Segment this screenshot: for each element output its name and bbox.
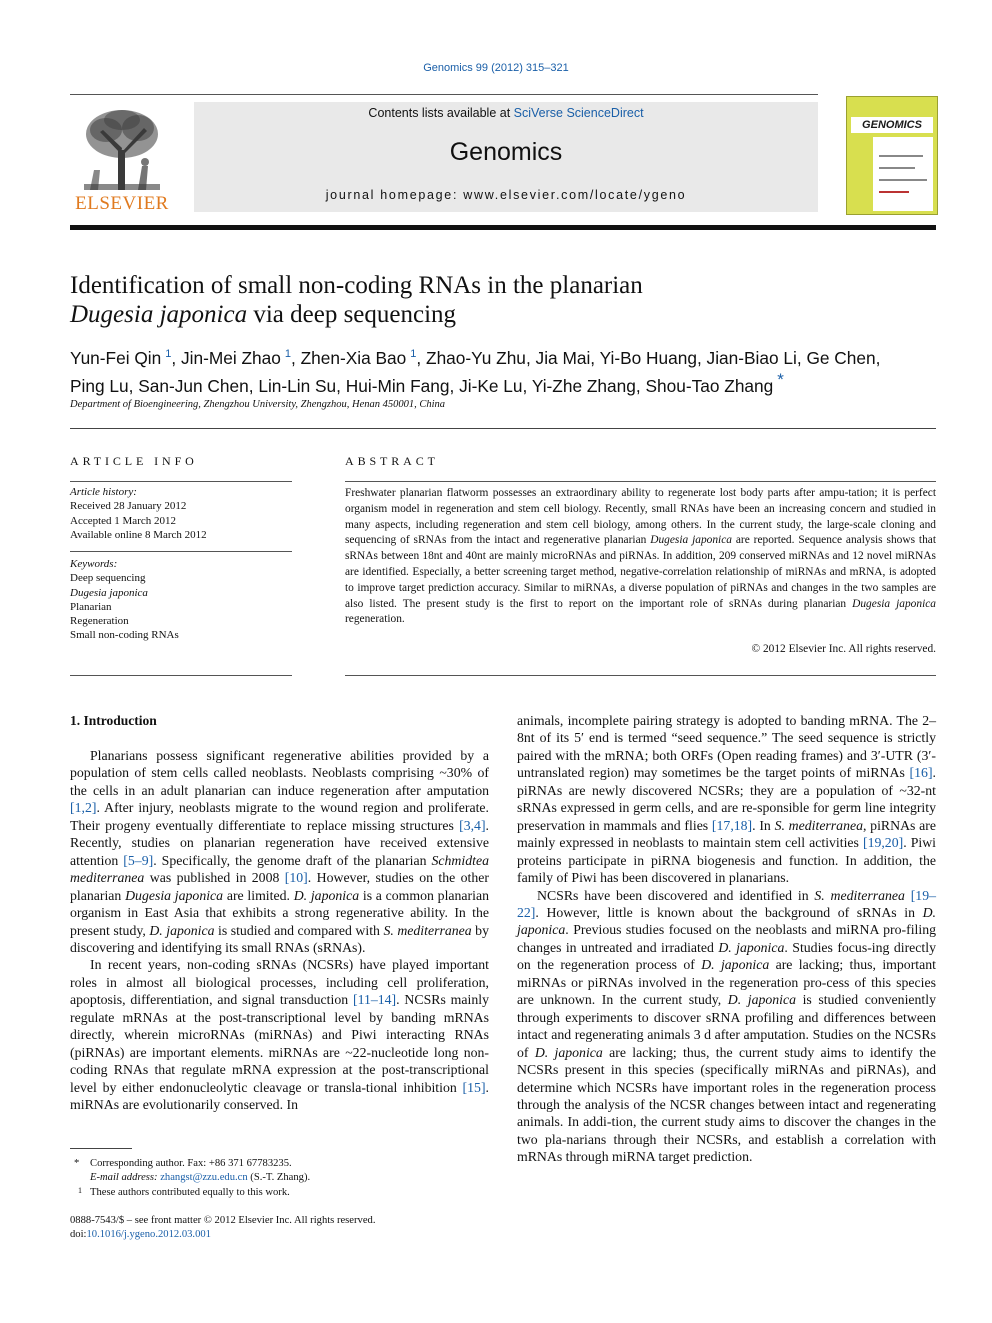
author-name: Yi-Bo Huang <box>599 347 697 368</box>
author-list: Yun-Fei Qin $^1$, Jin-Mei Zhao $^1$, Zhen-Xia Bao $^1$, Zhao-Yu Zhu, Jia Mai, Yi-Bo Huang, Jian-Biao Li, Ge Chen, Ping Lu, San-Jun Chen, Lin-Lin Su, Hui-Min Fang, Ji-Ke Lu, Yi-Zhe Zhang, Shou-Tao Zhang * <box>70 347 881 396</box>
keywords-label: Keywords: <box>70 558 118 570</box>
section-heading-introduction: 1. Introduction <box>70 713 157 728</box>
reference-link[interactable]: [19,20] <box>862 835 904 851</box>
reference-link[interactable]: [15] <box>462 1079 486 1095</box>
footnote-equal <box>78 1186 498 1200</box>
journal-cover[interactable] <box>846 96 938 215</box>
cover-title: GENOMICS <box>851 117 933 133</box>
species-name: D. japonica <box>718 939 785 955</box>
text-span: In recent years, non-coding sRNAs (NCSRs) have played important roles in almost all biological processes, including cell proliferation, apoptosis, differentiation, and signal transduction <box>70 957 489 1008</box>
keyword: Regeneration <box>70 615 129 628</box>
equal-contribution-mark[interactable]: 1 <box>284 348 291 360</box>
author-name: Jian-Biao Li <box>706 347 797 368</box>
keyword: Small non-coding RNAs <box>70 629 179 642</box>
species-name: D. japonica <box>293 887 360 903</box>
text-span: . NCSRs mainly regulate mRNAs at the post-transcriptional level by banding mRNAs directly, wherein microRNAs (miRNAs) and Piwi interacting RNAs (piRNAs) are important elements. miRNAs are ~22-nucleotide long non-coding RNAs that regulate mRNA expression at the post-transcriptional level by either endonucleolytic cleavage or transla-tional inhibition <box>70 992 489 1095</box>
text-span: . Recently, studies on planarian regeneration have received extensive attention <box>70 817 489 868</box>
text-span: . miRNAs are evolutionarily conserved. In <box>70 1079 489 1113</box>
article-info-heading: ARTICLE INFO <box>70 454 198 468</box>
text-span: are limited. <box>223 887 294 903</box>
species-name: Schmidtea mediterranea <box>70 852 489 886</box>
abstract-span: regeneration. <box>345 613 405 626</box>
reference-link[interactable]: [1,2] <box>70 800 97 816</box>
header-rule <box>70 225 936 230</box>
abstract-copyright: © 2012 Elsevier Inc. All rights reserved. <box>751 643 936 655</box>
cover-figure-line <box>879 179 927 181</box>
cover-figure-line <box>879 167 915 169</box>
text-span: NCSRs have been discovered and identified in <box>537 887 815 903</box>
text-span: Planarians possess significant regenerative abilities provided by a population of stem cells called neoblasts. Neoblasts comprising ~30% of the cells in an adult planarian can induce regeneration after amputation <box>70 748 489 798</box>
affiliation-rule <box>70 428 936 429</box>
contents-prefix: Contents lists available at <box>368 106 514 120</box>
reference-link[interactable]: [11–14] <box>352 992 397 1008</box>
front-matter <box>70 1214 490 1243</box>
keyword: Deep sequencing <box>70 572 146 585</box>
species-name: Dugesia japonica <box>125 887 224 903</box>
reference-link[interactable]: [17,18] <box>711 817 753 833</box>
corresponding-author-mark[interactable]: * <box>777 369 784 389</box>
text-span: . Previous studies focused on the neoblasts and miRNA pro-filing changes in untreated and irradiated <box>517 922 936 955</box>
keywords-rule <box>70 551 292 552</box>
reference-link[interactable]: [19–22] <box>517 887 936 920</box>
author-name: Hui-Min Fang <box>345 375 450 396</box>
species-name: D. japonica <box>534 1044 603 1060</box>
species-name: D. japonica <box>701 957 770 973</box>
email-label: E-mail address: <box>90 1172 161 1184</box>
journal-citation[interactable]: Genomics 99 (2012) 315–321 <box>423 62 569 74</box>
paragraph <box>517 887 936 1166</box>
contents-line <box>194 106 818 120</box>
text-span: animals, incomplete pairing strategy is adopted to banding mRNA. The 2–8nt of its 5′ end is termed “seed sequence.” The seed sequence is strictly paired with the mRNA; both ORFs (Open reading frames) and 3′-UTR (3′-untranslated region) may sometimes be the target points of miRNAs <box>517 713 936 781</box>
text-span: is studied and compared with <box>214 922 384 938</box>
footnote-text: Corresponding author. Fax: +86 371 67783235. <box>90 1158 292 1169</box>
footnote-corresponding <box>74 1157 498 1171</box>
article-info-rule <box>70 481 292 482</box>
author-name: Jin-Mei Zhao <box>180 347 281 368</box>
author-name: San-Jun Chen <box>138 375 249 396</box>
email-suffix: (S.-T. Zhang). <box>247 1172 311 1184</box>
species-name: S. mediterranea <box>814 887 905 903</box>
footnote-mark: * <box>74 1158 80 1169</box>
footnote-email <box>78 1171 498 1185</box>
elsevier-logo[interactable] <box>70 104 174 214</box>
footnotes <box>74 1157 498 1200</box>
species-name: S. mediterranea <box>774 817 863 833</box>
history-label: Article history: <box>70 486 137 498</box>
author-name: Zhao-Yu Zhu <box>426 347 526 368</box>
doi-line <box>70 1228 490 1242</box>
journal-header <box>70 94 936 216</box>
author-name: Lin-Lin Su <box>258 375 337 396</box>
doi-label: doi: <box>70 1229 87 1241</box>
equal-contribution-mark[interactable]: 1 <box>165 348 172 360</box>
keyword: Planarian <box>70 600 112 613</box>
title-line-1: Identification of small non-coding RNAs in the planarian <box>70 272 643 299</box>
text-span: . piRNAs are newly discovered NCSRs; they are a population of ~32-nt sRNAs expressed in germ cells, and are re-sponsible for germ line integrity preservation in mammals and flies <box>517 765 936 833</box>
keywords-block <box>70 557 292 643</box>
text-span: . Specifically, the genome draft of the planarian <box>153 852 432 868</box>
journal-name: Genomics <box>449 138 563 166</box>
author-name: Ji-Ke Lu <box>459 375 523 396</box>
doi-link[interactable]: 10.1016/j.ygeno.2012.03.001 <box>86 1229 211 1241</box>
elsevier-wordmark: ELSEVIER <box>75 193 169 214</box>
history-accepted: Accepted 1 March 2012 <box>70 514 176 527</box>
history-received: Received 28 January 2012 <box>70 500 187 513</box>
title-rest: via deep sequencing <box>247 301 457 328</box>
author-name: Jia Mai <box>535 347 591 368</box>
footnote-text: These authors contributed equally to this work. <box>90 1186 290 1198</box>
abstract-span: are reported. Sequence analysis shows that sRNAs between 18nt and 40nt are mainly microRNAs and piRNAs. In addition, 209 conserved miRNAs and 12 novel miRNAs are identified. Especially, a better screening target method, negative-correlation relationship of miRNAs and mRNA, is adopted to improve target prediction accuracy. Similar to miRNAs, a diverse population of piRNAs and changes in the two samples are also listed. The present study is the first to report on the important role of sRNAs during planarian <box>345 534 936 610</box>
article-history <box>70 485 292 542</box>
text-span: . Studies focus-ing directly on the regeneration process of <box>517 939 936 973</box>
journal-homepage[interactable]: journal homepage: www.elsevier.com/locate/ygeno <box>325 188 687 202</box>
title-line-2 <box>70 300 936 329</box>
author-name: Zhen-Xia Bao <box>300 347 407 368</box>
text-span: are lacking; thus, the current study aims to identify the NCSRs present in this species (specifically miRNAs and piRNAs), and determine which NCSRs have important roles in the regeneration process through the analysis of the NCSR changes between intact and regenerating animals. In addi-tion, the current study aims to discover the changes in the two pla-narians through their NCSRs, and establish a correlation with mRNAs through miRNA target prediction. <box>517 1044 936 1165</box>
text-span: was published in 2008 <box>144 870 285 886</box>
reference-link[interactable]: [10] <box>284 870 308 886</box>
header-top-rule <box>70 94 818 95</box>
author-name: Yun-Fei Qin <box>70 347 162 368</box>
equal-contribution-mark[interactable]: 1 <box>410 348 417 360</box>
paragraph <box>517 712 936 887</box>
author-name: Ge Chen <box>806 347 876 368</box>
email-link[interactable]: zhangst@zzu.edu.cn <box>160 1172 248 1184</box>
author-name: Ping Lu <box>70 375 129 396</box>
text-span: . However, studies on the other planarian <box>70 870 489 903</box>
paragraph <box>70 747 489 956</box>
reference-link[interactable]: [16] <box>909 765 933 781</box>
author-name: Yi-Zhe Zhang <box>531 375 636 396</box>
text-span: . However, little is known about the background of sRNAs in <box>535 904 923 920</box>
reference-link[interactable]: [3,4] <box>459 817 486 833</box>
keyword: Dugesia japonica <box>70 586 148 599</box>
cover-figure-line <box>879 155 923 157</box>
article-title <box>70 271 936 329</box>
cover-figure-panel <box>873 137 933 211</box>
issn-line: 0888-7543/$ – see front matter © 2012 Elsevier Inc. All rights reserved. <box>70 1215 376 1226</box>
text-span: by discovering and identifying its small RNAs (sRNAs). <box>70 922 489 955</box>
text-span: , piRNAs are mainly expressed in neoblasts to maintain stem cell activities <box>517 817 936 851</box>
title-species: Dugesia japonica <box>70 301 248 328</box>
footnote-rule <box>70 1148 132 1149</box>
abstract-text <box>345 486 936 628</box>
species-name: D. japonica <box>149 922 215 938</box>
paragraph <box>70 956 489 1113</box>
body-column-right <box>517 712 936 1166</box>
affiliation: Department of Bioengineering, Zhengzhou University, Zhengzhou, Henan 450001, China <box>70 399 446 410</box>
abstract-species: Dugesia japonica <box>852 597 936 610</box>
author-name: Shou-Tao Zhang <box>645 375 774 396</box>
text-span: . In <box>752 817 775 833</box>
body-column-left <box>70 747 489 1114</box>
text-span: is studied conveniently through experiments to discover sRNA profiling and differences between intact and regenerating animals 3 d after amputation. Studies on the NCSRs of <box>517 992 936 1060</box>
article-info-bottom-rule <box>70 675 292 676</box>
abstract-rule <box>345 481 936 482</box>
cover-figure-line <box>879 191 909 193</box>
abstract-heading: ABSTRACT <box>345 454 439 468</box>
abstract-span: Freshwater planarian flatworm possesses an extraordinary ability to regenerate lost body parts after ampu-tation; it is perfect organism model in regeneration and stem cell biology. Recently, small RNAs have been an increasing concern and studied in many aspects, including regeneration and stem cell biology, among others. In the current study, the large-scale cloning and sequencing of sRNAs from the intact and regenerative planarian <box>345 487 936 547</box>
species-name: D. japonica <box>517 904 936 938</box>
species-name: S. mediterranea <box>383 922 472 938</box>
sciencedirect-link[interactable]: SciVerse ScienceDirect <box>513 106 644 120</box>
species-name: D. japonica <box>727 992 797 1008</box>
abstract-species: Dugesia japonica <box>650 534 732 547</box>
text-span: . Piwi proteins participate in piRNA biogenesis and function. In addition, the family of Piwi has been discovered in planarians. <box>517 835 936 886</box>
text-span: is a common planarian organism in East Asia that exhibits a strong regenerative ability. In the present study, <box>70 887 490 938</box>
abstract-bottom-rule <box>345 675 936 676</box>
text-span: are lacking; thus, important miRNAs or piRNAs involved in the regeneration pro-cess of this species are unknown. In the current study, <box>517 957 936 1008</box>
masthead <box>194 102 818 212</box>
reference-link[interactable]: [5–9] <box>123 852 154 868</box>
footnote-mark: 1 <box>78 1185 82 1195</box>
text-span: . After injury, neoblasts migrate to the wound region and proliferate. Their progeny eventually differentiate to replace missing structures <box>70 800 489 833</box>
history-online: Available online 8 March 2012 <box>70 528 207 541</box>
